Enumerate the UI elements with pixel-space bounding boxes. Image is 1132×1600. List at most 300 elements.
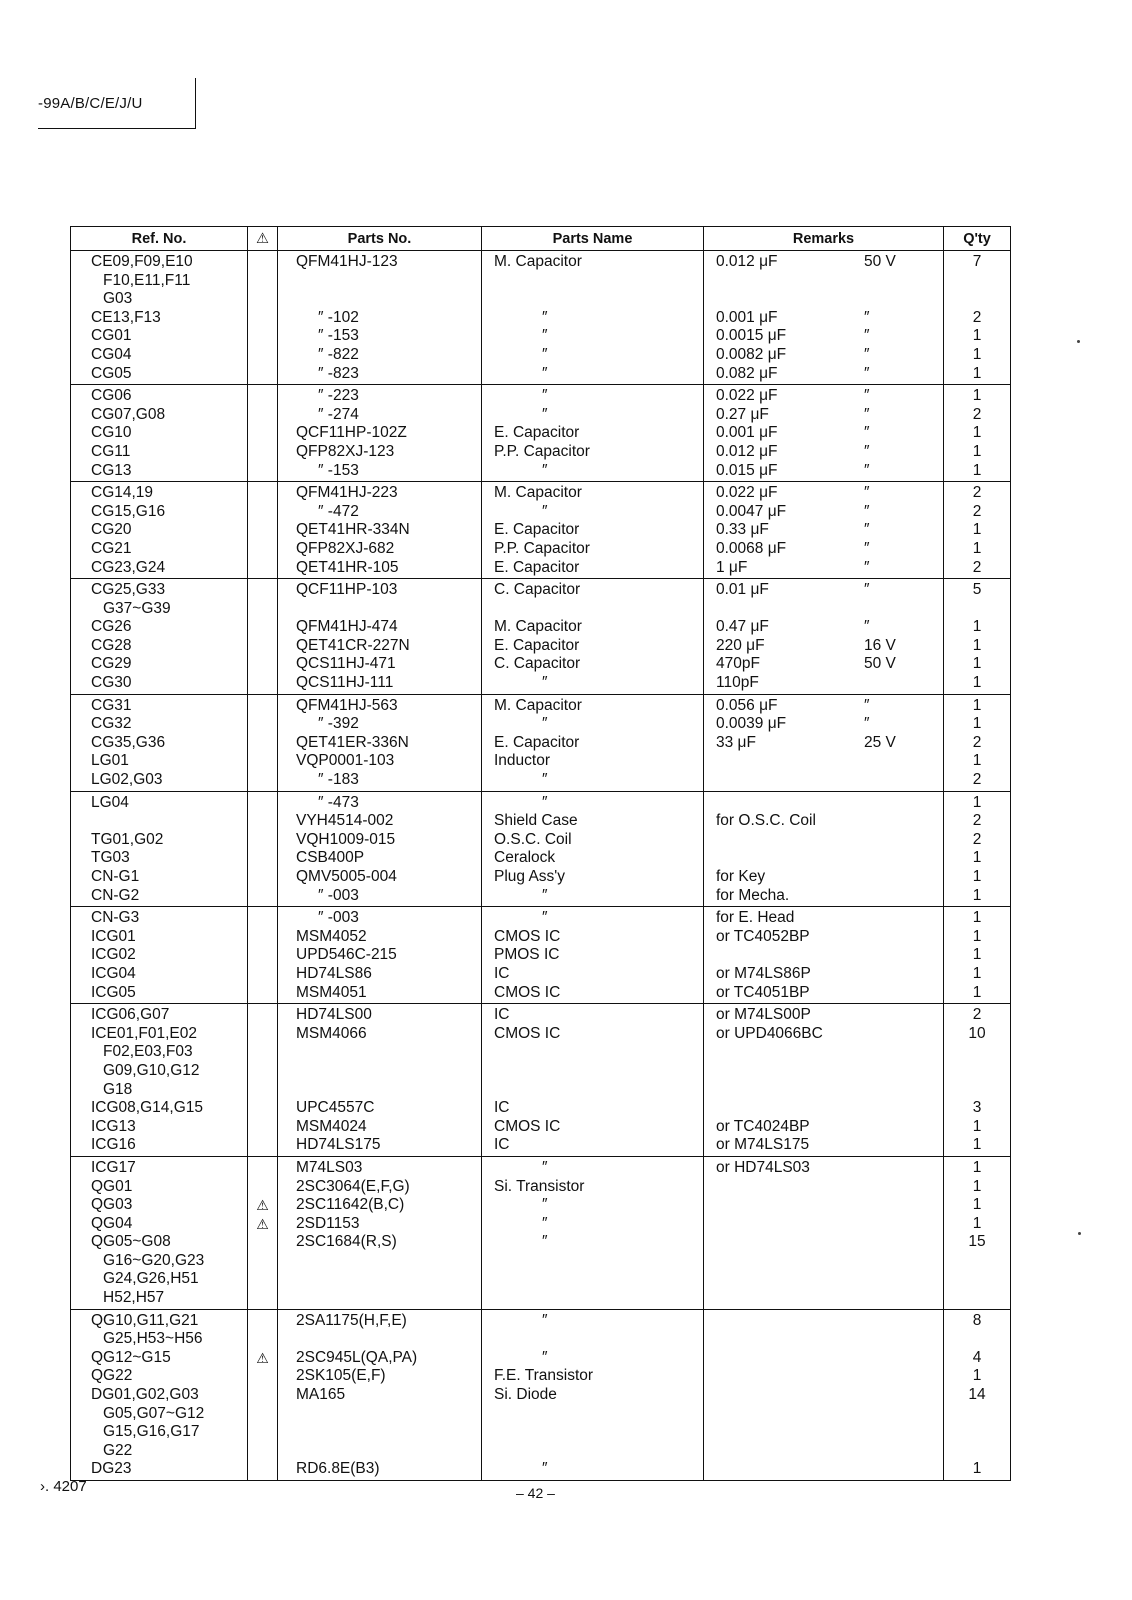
ref-line: LG01 (91, 752, 129, 770)
qty-line: 1 (972, 946, 982, 964)
safety-line (248, 1043, 277, 1062)
parts-no-cell (278, 1309, 482, 1480)
parts-no-line: ″ -153 (318, 327, 359, 345)
remarks-line (704, 503, 943, 522)
parts-list-table (70, 226, 1011, 1481)
remarks-line (704, 1270, 943, 1289)
safety-warning-icon: ⚠ (256, 1197, 269, 1214)
safety-line (248, 1405, 277, 1424)
remarks-rating: ″ (864, 502, 870, 520)
parts-no-line: ″ -473 (318, 793, 359, 811)
qty-line: 1 (972, 1367, 982, 1385)
remarks-value: for Mecha. (716, 886, 790, 904)
parts-no-line: QCF11HP-102Z (296, 424, 407, 442)
parts-name-line: ″ (542, 674, 548, 692)
remarks-value: 0.001 μF (716, 308, 778, 326)
parts-no-line: ″ -392 (318, 715, 359, 733)
qty-line (944, 1405, 1010, 1424)
remarks-value: 0.082 μF (716, 364, 778, 382)
remarks-rating: ″ (864, 461, 870, 479)
header-remarks: Remarks (704, 227, 944, 251)
qty-line: 1 (972, 655, 982, 673)
safety-line (248, 1118, 277, 1137)
parts-no-line: QFM41HJ-474 (296, 618, 398, 636)
parts-name-line: E. Capacitor (494, 733, 580, 751)
parts-no-line: ″ -822 (318, 345, 359, 363)
ref-line: CG13 (91, 461, 132, 479)
ref-line: ICG16 (91, 1136, 136, 1154)
ref-line: ICG17 (91, 1158, 136, 1176)
parts-name-line: ″ (542, 461, 548, 479)
qty-line: 1 (972, 1460, 982, 1478)
qty-line: 1 (972, 461, 982, 479)
parts-name-cell (482, 1309, 704, 1480)
parts-name-line: ″ (542, 793, 548, 811)
safety-line (248, 406, 277, 425)
parts-no-line: QET41HR-105 (296, 558, 399, 576)
remarks-line (704, 1215, 943, 1234)
parts-no-line (278, 1442, 481, 1461)
remarks-rating: ″ (864, 405, 870, 423)
parts-name-line (482, 1442, 703, 1461)
qty-line: 1 (972, 1214, 982, 1232)
safety-cell (248, 579, 278, 695)
ref-line: QG22 (91, 1367, 133, 1385)
remarks-line (704, 655, 943, 674)
parts-name-line: P.P. Capacitor (494, 442, 590, 460)
document-number: ›. 4207 (40, 1478, 87, 1495)
remarks-line (704, 484, 943, 503)
qty-line: 1 (972, 983, 982, 1001)
remarks-line (704, 1136, 943, 1155)
safety-line (248, 346, 277, 365)
remarks-line (704, 1405, 943, 1424)
parts-name-line: M. Capacitor (494, 484, 582, 502)
parts-no-line (278, 1330, 481, 1349)
remarks-line (704, 1006, 943, 1025)
qty-line: 2 (972, 502, 982, 520)
qty-line: 1 (972, 1158, 982, 1176)
parts-name-cell (482, 251, 704, 385)
qty-line (944, 1442, 1010, 1461)
parts-name-line: C. Capacitor (494, 655, 581, 673)
parts-name-line (482, 1043, 703, 1062)
remarks-line (704, 831, 943, 850)
parts-no-line: MSM4052 (296, 927, 367, 945)
safety-line (248, 1062, 277, 1081)
parts-name-line: ″ (542, 387, 548, 405)
safety-line (248, 1270, 277, 1289)
remarks-value: 0.01 μF (716, 581, 769, 599)
remarks-line (704, 868, 943, 887)
parts-no-line: HD74LS86 (296, 964, 372, 982)
ref-line: CG05 (91, 364, 132, 382)
safety-line (248, 715, 277, 734)
ref-line: G03 (103, 290, 133, 308)
qty-line (944, 1081, 1010, 1100)
remarks-value: 0.001 μF (716, 424, 778, 442)
qty-line: 1 (972, 849, 982, 867)
safety-line (248, 600, 277, 619)
ref-line: ICG05 (91, 983, 136, 1001)
remarks-value: or HD74LS03 (716, 1158, 810, 1176)
ref-no-cell (71, 694, 248, 791)
ref-line: CG23,G24 (91, 558, 166, 576)
parts-no-line: MSM4024 (296, 1117, 367, 1135)
ref-no-cell (71, 791, 248, 907)
qty-line: 1 (972, 424, 982, 442)
ref-line: CG30 (91, 674, 132, 692)
parts-name-line: IC (494, 1136, 510, 1154)
header-parts-no: Parts No. (278, 227, 482, 251)
parts-name-line: Si. Diode (494, 1386, 557, 1404)
remarks-cell (704, 251, 944, 385)
ref-line: CG20 (91, 521, 132, 539)
remarks-line (704, 346, 943, 365)
ref-line: F10,E11,F11 (103, 271, 191, 289)
remarks-value: 0.33 μF (716, 521, 769, 539)
parts-name-line (482, 1062, 703, 1081)
qty-line (944, 1270, 1010, 1289)
ref-line: CG35,G36 (91, 733, 166, 751)
qty-line: 1 (972, 442, 982, 460)
parts-no-line (278, 1405, 481, 1424)
parts-no-line (278, 1423, 481, 1442)
remarks-value: 1 μF (716, 558, 748, 576)
ref-line: ICG01 (91, 927, 136, 945)
parts-name-line (482, 1252, 703, 1271)
parts-no-line: QFM41HJ-223 (296, 484, 398, 502)
header-parts-name: Parts Name (482, 227, 704, 251)
remarks-cell (704, 579, 944, 695)
remarks-line (704, 290, 943, 309)
remarks-rating: ″ (864, 618, 870, 636)
safety-line (248, 868, 277, 887)
parts-name-line: ″ (542, 345, 548, 363)
safety-line (248, 1159, 277, 1178)
remarks-line (704, 387, 943, 406)
remarks-line (704, 965, 943, 984)
parts-no-line: ″ -472 (318, 502, 359, 520)
remarks-value: 0.015 μF (716, 461, 778, 479)
safety-cell (248, 482, 278, 579)
safety-line (248, 849, 277, 868)
remarks-rating: ″ (864, 715, 870, 733)
parts-name-line: IC (494, 964, 510, 982)
remarks-line (704, 1118, 943, 1137)
remarks-line (704, 1081, 943, 1100)
table-row (71, 482, 1011, 579)
ref-line: ICG06,G07 (91, 1006, 170, 1024)
qty-line (944, 600, 1010, 619)
parts-name-line: Si. Transistor (494, 1177, 585, 1195)
remarks-rating: ″ (864, 484, 870, 502)
qty-line: 2 (972, 812, 982, 830)
parts-name-line: ″ (542, 502, 548, 520)
parts-name-line: Shield Case (494, 812, 578, 830)
parts-no-line: ″ -183 (318, 771, 359, 789)
safety-cell (248, 1156, 278, 1309)
parts-no-line (278, 1270, 481, 1289)
safety-line (248, 1006, 277, 1025)
table-row (71, 907, 1011, 1004)
qty-line: 2 (972, 830, 982, 848)
remarks-line (704, 1289, 943, 1308)
remarks-rating: 16 V (864, 636, 896, 654)
remarks-line (704, 406, 943, 425)
remarks-value: 0.022 μF (716, 484, 778, 502)
ref-line: ICG08,G14,G15 (91, 1099, 204, 1117)
safety-line (248, 327, 277, 346)
ref-line: H52,H57 (103, 1289, 165, 1307)
table-row (71, 579, 1011, 695)
remarks-line (704, 752, 943, 771)
parts-no-line (278, 600, 481, 619)
remarks-line (704, 1442, 943, 1461)
parts-no-cell (278, 694, 482, 791)
parts-name-line: M. Capacitor (494, 618, 582, 636)
remarks-value: 0.022 μF (716, 387, 778, 405)
remarks-line (704, 1330, 943, 1349)
parts-name-line: E. Capacitor (494, 558, 580, 576)
safety-warning-icon: ⚠ (256, 1349, 269, 1366)
remarks-rating: ″ (864, 345, 870, 363)
parts-no-line: QCF11HP-103 (296, 581, 398, 599)
parts-no-line: QFM41HJ-123 (296, 253, 398, 270)
remarks-rating: ″ (864, 539, 870, 557)
model-label: -99A/B/C/E/J/U (38, 95, 143, 112)
parts-no-line (278, 290, 481, 309)
safety-line (248, 1289, 277, 1308)
remarks-value: 0.012 μF (716, 442, 778, 460)
qty-line: 1 (972, 1196, 982, 1214)
parts-name-line: M. Capacitor (494, 696, 582, 714)
remarks-cell (704, 1004, 944, 1157)
parts-name-cell (482, 482, 704, 579)
parts-no-line: 2SK105(E,F) (296, 1367, 386, 1385)
parts-no-line: ″ -102 (318, 308, 359, 326)
parts-no-line: 2SD1153 (296, 1214, 360, 1232)
safety-line (248, 637, 277, 656)
remarks-value: 33 μF (716, 733, 756, 751)
qty-cell (944, 1004, 1011, 1157)
parts-name-line: ″ (542, 1214, 548, 1232)
remarks-line (704, 1349, 943, 1368)
scan-speck (1078, 1232, 1081, 1235)
parts-name-line: ″ (542, 886, 548, 904)
parts-name-line: O.S.C. Coil (494, 830, 572, 848)
parts-no-cell (278, 1156, 482, 1309)
remarks-rating: ″ (864, 521, 870, 539)
ref-line: TG03 (91, 849, 130, 867)
safety-line (248, 752, 277, 771)
ref-line: CG04 (91, 345, 132, 363)
parts-name-line: ″ (542, 771, 548, 789)
table-header-row (71, 227, 1011, 251)
qty-line: 1 (972, 1177, 982, 1195)
parts-no-line: HD74LS175 (296, 1136, 381, 1154)
ref-line: G09,G10,G12 (103, 1061, 200, 1079)
ref-line: CG15,G16 (91, 502, 166, 520)
qty-line (944, 290, 1010, 309)
parts-no-line: QET41ER-336N (296, 733, 409, 751)
parts-table-body (71, 251, 1011, 1481)
parts-name-cell (482, 907, 704, 1004)
ref-line: QG12~G15 (91, 1348, 171, 1366)
remarks-line (704, 1043, 943, 1062)
qty-line: 1 (972, 364, 982, 382)
parts-name-line: ″ (542, 1158, 548, 1176)
qty-line: 4 (972, 1348, 982, 1366)
ref-no-cell (71, 1004, 248, 1157)
parts-no-line: UPC4557C (296, 1099, 375, 1117)
ref-line: LG02,G03 (91, 771, 163, 789)
ref-line: CG07,G08 (91, 405, 166, 423)
parts-name-line: ″ (542, 1348, 548, 1366)
ref-line: CG32 (91, 715, 132, 733)
parts-name-cell (482, 385, 704, 482)
parts-name-line: C. Capacitor (494, 581, 581, 599)
remarks-value: 0.0068 μF (716, 539, 787, 557)
parts-no-line: UPD546C-215 (296, 946, 397, 964)
safety-line (248, 1081, 277, 1100)
safety-cell (248, 385, 278, 482)
parts-no-line: VYH4514-002 (296, 812, 394, 830)
qty-line: 3 (972, 1099, 982, 1117)
safety-line (248, 618, 277, 637)
table-row (71, 251, 1011, 385)
remarks-value: 0.0047 μF (716, 502, 787, 520)
parts-no-line: ″ -003 (318, 909, 359, 927)
parts-name-cell (482, 1156, 704, 1309)
qty-line: 1 (972, 674, 982, 692)
qty-line: 2 (972, 308, 982, 326)
qty-line (944, 1330, 1010, 1349)
remarks-line (704, 734, 943, 753)
remarks-line (704, 715, 943, 734)
parts-name-cell (482, 694, 704, 791)
qty-cell (944, 1309, 1011, 1480)
qty-line (944, 272, 1010, 291)
remarks-line (704, 909, 943, 928)
parts-no-line: QET41CR-227N (296, 636, 410, 654)
ref-line: QG01 (91, 1177, 133, 1195)
remarks-value: or M74LS86P (716, 964, 811, 982)
ref-no-cell (71, 482, 248, 579)
remarks-line (704, 365, 943, 384)
remarks-rating: ″ (864, 387, 870, 405)
parts-name-line: ″ (542, 405, 548, 423)
remarks-rating: ″ (864, 364, 870, 382)
parts-no-line: QFP82XJ-123 (296, 442, 395, 460)
remarks-rating: ″ (864, 581, 870, 599)
qty-line: 1 (972, 539, 982, 557)
remarks-line (704, 1460, 943, 1479)
ref-line: CN-G1 (91, 868, 140, 885)
qty-cell (944, 579, 1011, 695)
qty-line: 2 (972, 484, 982, 502)
safety-line (248, 1442, 277, 1461)
parts-name-line: Inductor (494, 752, 551, 770)
safety-cell (248, 1309, 278, 1480)
qty-line: 1 (972, 696, 982, 714)
safety-line (248, 521, 277, 540)
qty-cell (944, 482, 1011, 579)
ref-line: G37~G39 (103, 599, 171, 617)
remarks-rating: ″ (864, 327, 870, 345)
safety-line (248, 309, 277, 328)
safety-line (248, 387, 277, 406)
remarks-value: or TC4024BP (716, 1117, 810, 1135)
table-row (71, 385, 1011, 482)
parts-name-line: CMOS IC (494, 983, 561, 1001)
qty-line: 7 (972, 253, 982, 270)
safety-line (248, 794, 277, 813)
safety-line (248, 462, 277, 481)
remarks-value: 0.27 μF (716, 405, 769, 423)
remarks-rating: 50 V (864, 253, 896, 270)
ref-line: CG11 (91, 442, 131, 460)
safety-line (248, 581, 277, 600)
remarks-value: for O.S.C. Coil (716, 812, 816, 830)
qty-line: 1 (972, 752, 982, 770)
parts-name-line: ″ (542, 1311, 548, 1329)
remarks-value: for Key (716, 868, 766, 885)
remarks-value: or M74LS00P (716, 1006, 811, 1024)
remarks-value: or M74LS175 (716, 1136, 810, 1154)
safety-line (248, 443, 277, 462)
qty-line: 1 (972, 886, 982, 904)
parts-no-line: MSM4051 (296, 983, 367, 1001)
ref-no-cell (71, 251, 248, 385)
remarks-value: 0.012 μF (716, 253, 778, 270)
safety-line (248, 831, 277, 850)
qty-line: 1 (972, 345, 982, 363)
scan-speck (1077, 340, 1080, 343)
parts-no-line: MSM4066 (296, 1024, 367, 1042)
safety-line (248, 290, 277, 309)
qty-line: 1 (972, 715, 982, 733)
remarks-rating: ″ (864, 424, 870, 442)
parts-name-line: P.P. Capacitor (494, 539, 590, 557)
remarks-value: 0.47 μF (716, 618, 769, 636)
remarks-value: or TC4051BP (716, 983, 810, 1001)
parts-name-line: ″ (542, 1460, 548, 1478)
parts-name-line (482, 290, 703, 309)
ref-line: F02,E03,F03 (103, 1043, 193, 1061)
remarks-line (704, 1386, 943, 1405)
remarks-value: 0.0082 μF (716, 345, 787, 363)
parts-no-line: QCS11HJ-471 (296, 655, 396, 673)
ref-line: QG10,G11,G21 (91, 1311, 199, 1329)
remarks-line (704, 1312, 943, 1331)
parts-no-line (278, 1252, 481, 1271)
qty-line: 1 (972, 927, 982, 945)
parts-name-line (482, 1423, 703, 1442)
safety-line (248, 734, 277, 753)
parts-name-line (482, 1330, 703, 1349)
parts-name-line: F.E. Transistor (494, 1367, 594, 1385)
remarks-line (704, 327, 943, 346)
remarks-line (704, 1423, 943, 1442)
safety-cell (248, 1004, 278, 1157)
parts-no-line: ″ -003 (318, 886, 359, 904)
table-row (71, 1004, 1011, 1157)
remarks-value: or UPD4066BC (716, 1024, 823, 1042)
safety-line (248, 1423, 277, 1442)
remarks-line (704, 1252, 943, 1271)
table-row (71, 694, 1011, 791)
